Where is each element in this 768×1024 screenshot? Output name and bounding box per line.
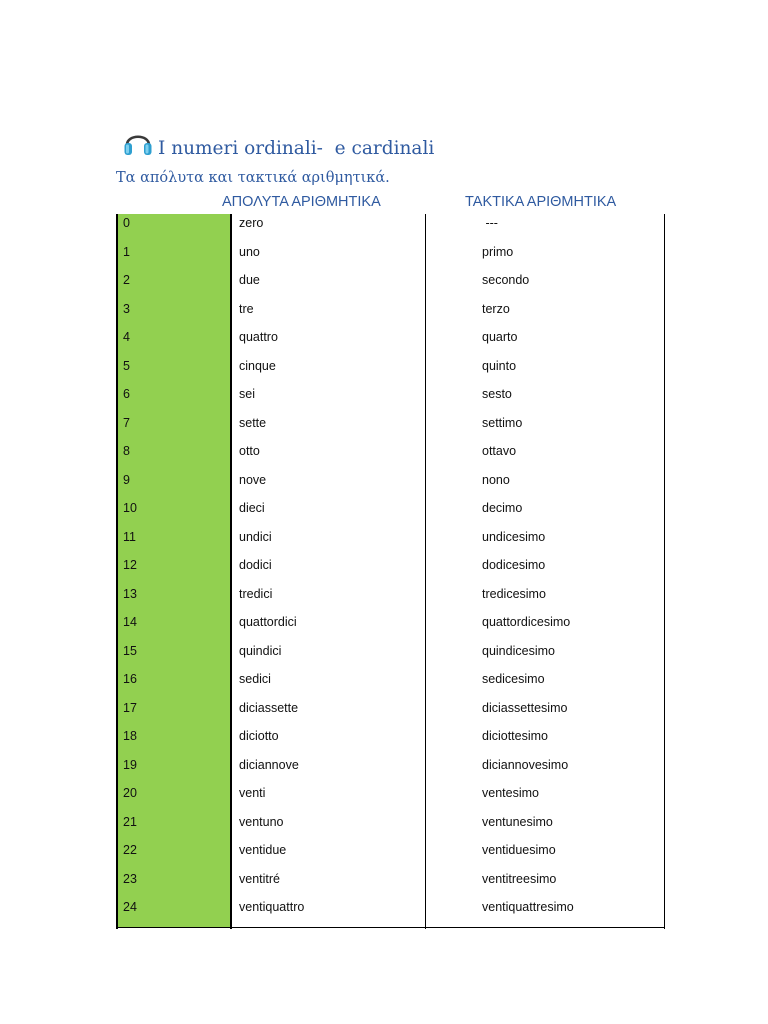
ordinal-cell: diciassettesimo	[482, 700, 568, 715]
cardinal-cell: dodici	[239, 558, 272, 572]
ordinal-cell: diciottesimo	[482, 729, 548, 743]
cardinal-cell: ventiquattro	[239, 900, 305, 914]
table-row	[116, 699, 665, 728]
ordinal-cell: ventiduesimo	[482, 843, 556, 857]
ordinal-cell: quinto	[482, 358, 517, 373]
table-row	[116, 898, 665, 927]
table-row	[116, 585, 665, 614]
cardinal-cell: cinque	[239, 358, 276, 373]
page-title: I numeri ordinali- e cardinali	[158, 138, 435, 159]
cardinal-cell: sei	[239, 387, 255, 401]
cardinal-cell: ventidue	[239, 843, 287, 857]
table-row	[116, 328, 665, 357]
ordinal-cell: quattordicesimo	[482, 615, 571, 629]
ordinal-cell: quarto	[482, 330, 518, 344]
cardinal-cell: quattro	[239, 330, 278, 344]
number-cell: 1	[123, 244, 130, 259]
ordinal-cell: diciannovesimo	[482, 757, 569, 772]
table-row	[116, 813, 665, 842]
table-row	[116, 271, 665, 300]
cardinal-cell: diciotto	[239, 729, 279, 743]
number-cell: 4	[123, 330, 130, 344]
table-row	[116, 642, 665, 671]
number-cell: 8	[123, 444, 130, 458]
ordinal-cell: secondo	[482, 273, 530, 287]
cardinal-cell: uno	[239, 244, 260, 259]
number-cell: 22	[123, 843, 137, 857]
cardinal-column-header: ΑΠΟΛΥΤΑ ΑΡΙΘΜΗΤΙΚΑ	[222, 194, 381, 210]
table-bottom-border	[116, 927, 665, 928]
table-row	[116, 784, 665, 813]
number-cell: 16	[123, 672, 137, 686]
number-cell: 19	[123, 757, 137, 772]
cardinal-cell: zero	[239, 216, 264, 230]
table-row	[116, 385, 665, 414]
table-row	[116, 300, 665, 329]
number-cell: 21	[123, 814, 137, 829]
cardinal-cell: tredici	[239, 586, 273, 601]
table-row	[116, 613, 665, 642]
cardinal-cell: sette	[239, 415, 267, 430]
number-cell: 12	[123, 558, 137, 572]
number-cell: 6	[123, 387, 130, 401]
table-row	[116, 528, 665, 557]
number-cell: 24	[123, 900, 137, 914]
number-cell: 17	[123, 700, 137, 715]
headphones-icon	[121, 126, 155, 160]
ordinal-cell: sedicesimo	[482, 672, 545, 686]
page-subtitle: Τα απόλυτα και τακτικά αριθμητικά.	[116, 170, 390, 186]
table-row	[116, 870, 665, 899]
ordinal-cell: primo	[482, 244, 514, 259]
cardinal-cell: ventitré	[239, 871, 280, 886]
ordinal-cell: terzo	[482, 301, 510, 316]
ordinal-cell: nono	[482, 472, 510, 487]
ordinal-cell: ventesimo	[482, 786, 539, 800]
cardinal-cell: quattordici	[239, 615, 297, 629]
ordinal-cell: decimo	[482, 501, 523, 515]
number-cell: 9	[123, 472, 130, 487]
cardinal-cell: nove	[239, 472, 267, 487]
number-cell: 23	[123, 871, 137, 886]
number-cell: 10	[123, 501, 137, 515]
table-row	[116, 471, 665, 500]
ordinal-cell: dodicesimo	[482, 558, 546, 572]
table-body	[116, 214, 665, 927]
table-row	[116, 499, 665, 528]
table-row	[116, 357, 665, 386]
cardinal-cell: dieci	[239, 501, 265, 515]
number-cell: 5	[123, 358, 130, 373]
table-row	[116, 214, 665, 243]
cardinal-cell: ventuno	[239, 814, 284, 829]
table-row	[116, 841, 665, 870]
table-row	[116, 556, 665, 585]
ordinal-cell: settimo	[482, 415, 523, 430]
table-row	[116, 442, 665, 471]
number-cell: 14	[123, 615, 137, 629]
cardinal-cell: quindici	[239, 643, 282, 658]
number-cell: 3	[123, 301, 130, 316]
ordinal-cell: quindicesimo	[482, 643, 555, 658]
ordinal-cell: undicesimo	[482, 529, 546, 544]
number-cell: 20	[123, 786, 137, 800]
ordinal-cell: ottavo	[482, 444, 517, 458]
number-cell: 7	[123, 415, 130, 430]
number-cell: 2	[123, 273, 130, 287]
table-row	[116, 670, 665, 699]
numbers-table	[116, 214, 665, 928]
ordinal-cell: ventiquattresimo	[482, 900, 574, 914]
number-cell: 11	[123, 529, 136, 544]
cardinal-cell: tre	[239, 301, 254, 316]
ordinal-column-header: ΤΑΚΤΙΚΑ ΑΡΙΘΜΗΤΙΚΑ	[465, 194, 617, 210]
ordinal-cell: sesto	[482, 387, 512, 401]
ordinal-cell: ventitreesimo	[482, 871, 557, 886]
number-cell: 13	[123, 586, 137, 601]
ordinal-cell: ---	[482, 216, 498, 230]
cardinal-cell: diciassette	[239, 700, 299, 715]
number-cell: 18	[123, 729, 137, 743]
number-cell: 15	[123, 643, 137, 658]
cardinal-cell: diciannove	[239, 757, 299, 772]
number-cell: 0	[123, 216, 130, 230]
cardinal-cell: venti	[239, 786, 266, 800]
ordinal-cell: tredicesimo	[482, 586, 546, 601]
table-row	[116, 727, 665, 756]
cardinal-cell: undici	[239, 529, 272, 544]
cardinal-cell: otto	[239, 444, 260, 458]
cardinal-cell: sedici	[239, 672, 271, 686]
ordinal-cell: ventunesimo	[482, 814, 553, 829]
table-row	[116, 756, 665, 785]
table-row	[116, 414, 665, 443]
cardinal-cell: due	[239, 273, 260, 287]
table-row	[116, 243, 665, 272]
